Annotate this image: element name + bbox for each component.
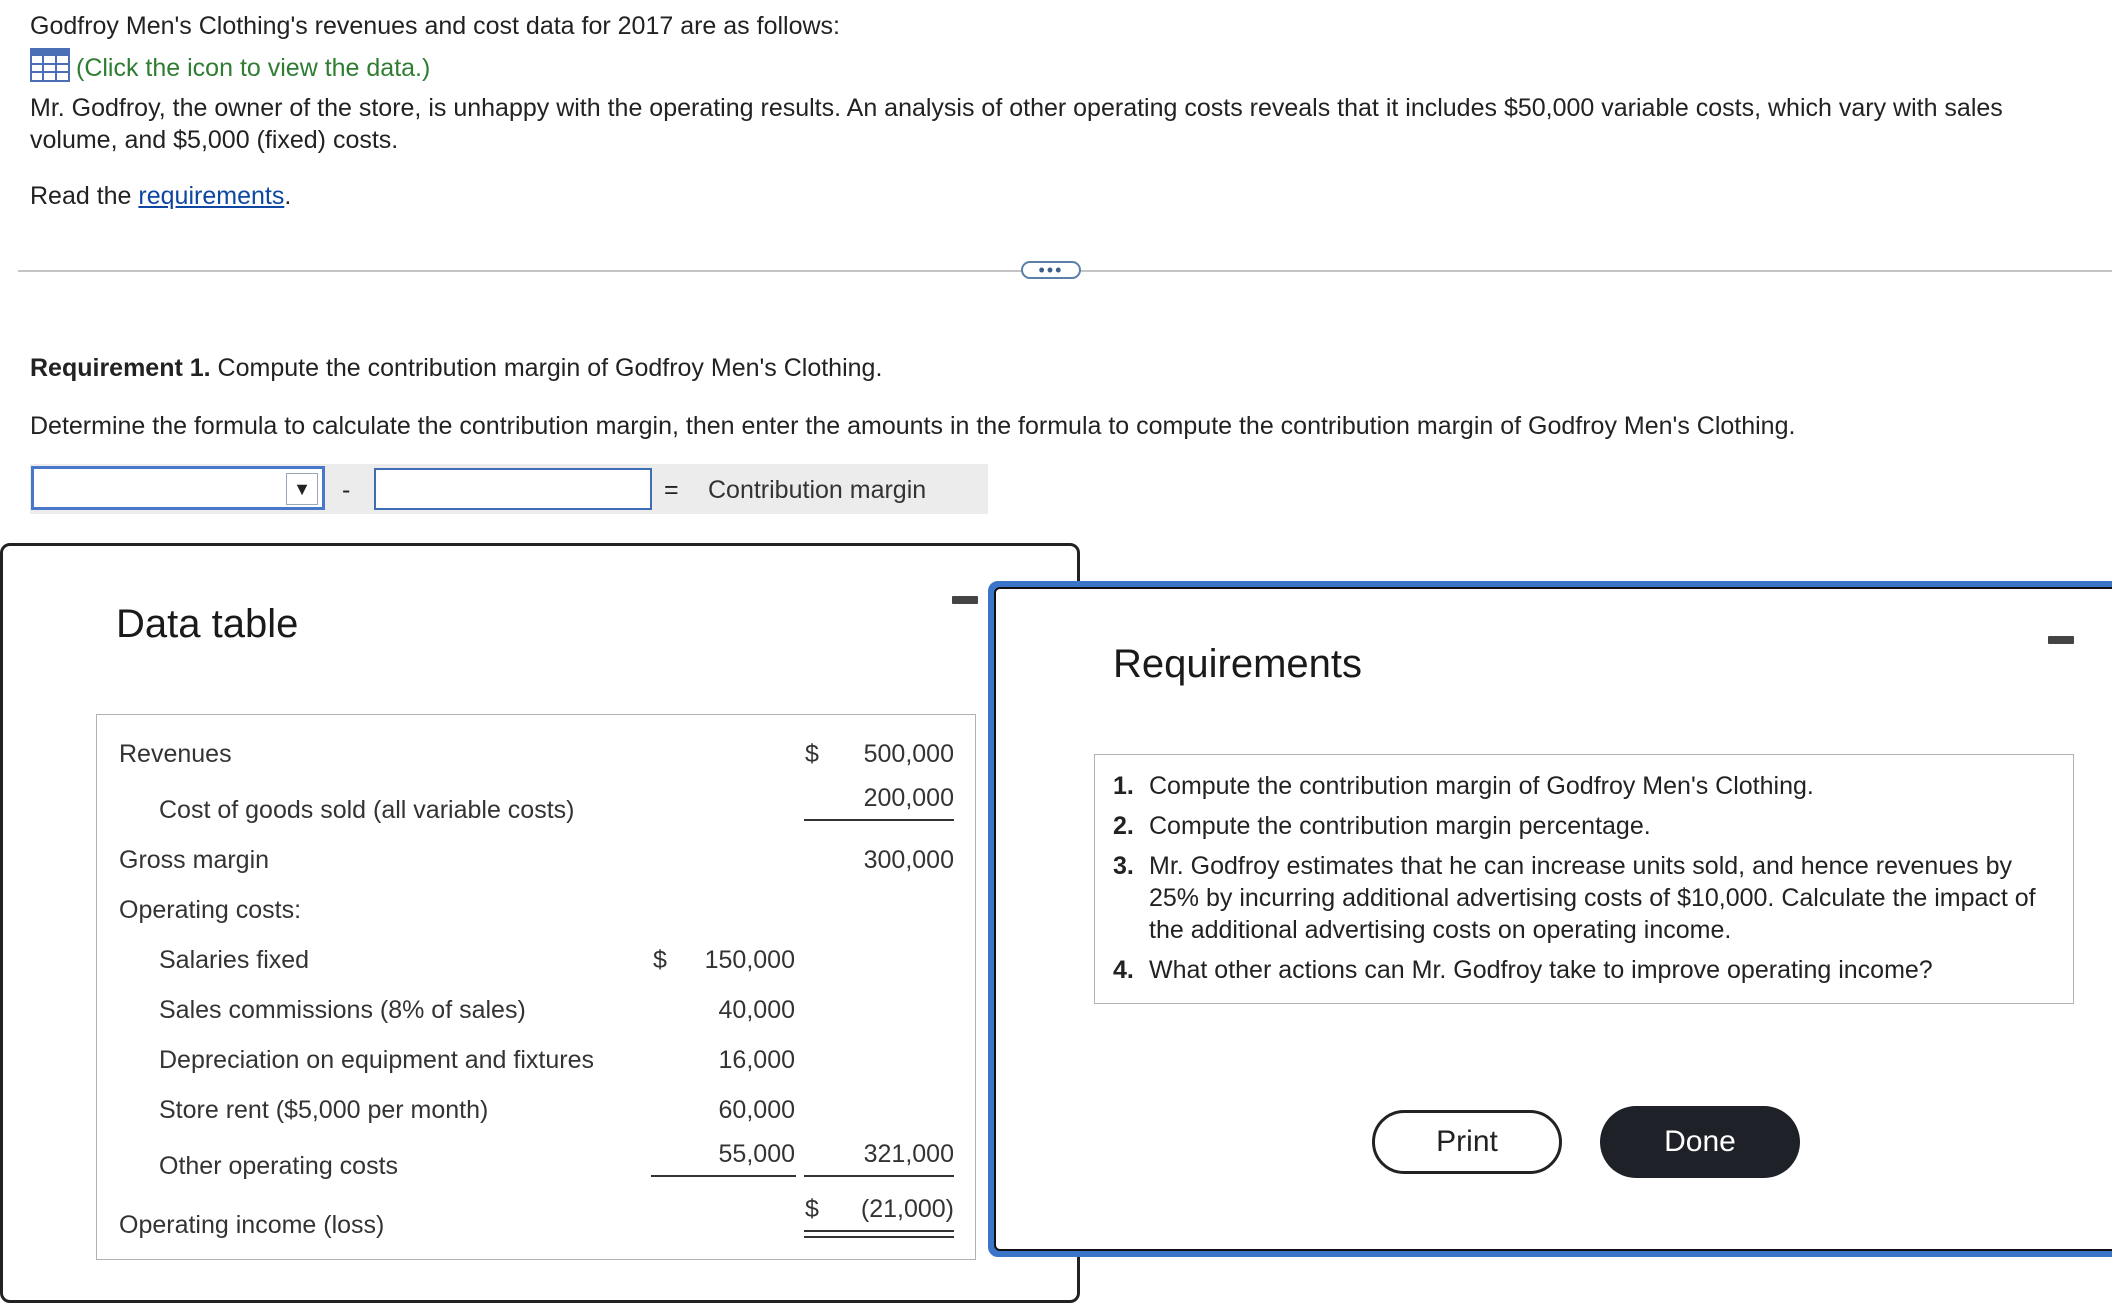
row-other-costs-label: Other operating costs (159, 1152, 399, 1180)
requirements-title: Requirements (1113, 642, 1363, 686)
formula-dropdown[interactable] (31, 466, 325, 510)
requirement-number: 4. (1113, 956, 1134, 984)
row-depreciation-value: 16,000 (718, 1046, 795, 1074)
row-rent-label: Store rent ($5,000 per month) (159, 1096, 489, 1124)
data-table-title: Data table (116, 602, 299, 646)
income-double-underline-bottom (804, 1236, 954, 1238)
row-salaries-value: 150,000 (704, 946, 795, 974)
requirement-number: 2. (1113, 812, 1134, 840)
requirements-link[interactable]: requirements (138, 182, 285, 210)
row-depreciation-label: Depreciation on equipment and fixtures (159, 1046, 594, 1074)
requirement-number: 1. (1113, 772, 1134, 800)
read-suffix: . (284, 182, 292, 210)
done-button[interactable]: Done (1600, 1106, 1800, 1178)
row-operating-costs-label: Operating costs: (119, 896, 302, 924)
table-grid-icon[interactable] (30, 48, 70, 89)
row-gross-margin-label: Gross margin (119, 846, 270, 874)
view-data-link[interactable] (30, 48, 430, 89)
row-gross-margin-value: 300,000 (863, 846, 954, 874)
requirement-1-label: Requirement 1. (30, 354, 211, 382)
problem-intro: Godfroy Men's Clothing's revenues and cost data for 2017 are as follows: (30, 12, 840, 40)
equals-operator: = (664, 476, 679, 504)
minimize-icon[interactable] (2048, 636, 2074, 644)
expand-button[interactable]: ••• (1021, 261, 1081, 279)
minus-operator: - (342, 476, 351, 504)
row-total-operating-costs-value: 321,000 (863, 1140, 954, 1168)
row-revenues-value: 500,000 (863, 740, 954, 768)
row-commissions-value: 40,000 (718, 996, 795, 1024)
row-other-costs-value: 55,000 (718, 1140, 795, 1168)
read-prefix: Read the (30, 182, 139, 210)
row-revenues-label: Revenues (119, 740, 232, 768)
row-operating-income-currency: $ (805, 1195, 819, 1223)
row-operating-income-label: Operating income (loss) (119, 1211, 385, 1239)
requirement-text: Compute the contribution margin of Godfroy Men's Clothing. (1149, 772, 1814, 800)
row-cogs-label: Cost of goods sold (all variable costs) (159, 796, 575, 824)
requirement-1-instruction: Determine the formula to calculate the contribution margin, then enter the amounts in the formula to compute the contribution margin of Godfroy Men's Clothing. (30, 412, 1796, 440)
requirement-1-heading (30, 352, 882, 384)
minimize-icon[interactable] (952, 596, 978, 604)
row-commissions-label: Sales commissions (8% of sales) (159, 996, 526, 1024)
dropdown-arrow-icon[interactable]: ▼ (286, 473, 318, 505)
row-salaries-label: Salaries fixed (159, 946, 310, 974)
row-revenues-currency: $ (805, 740, 819, 768)
requirement-1-text: Compute the contribution margin of Godfroy Men's Clothing. (210, 354, 883, 382)
requirement-text: Mr. Godfroy estimates that he can increase units sold, and hence revenues by 25% by incurring additional advertising costs of $10,000. Calculate the impact of the additional advertising costs on operating income. (1149, 852, 2036, 944)
read-requirements (30, 180, 291, 212)
total-costs-underline (804, 1175, 954, 1177)
row-cogs-value: 200,000 (863, 784, 954, 812)
print-button[interactable]: Print (1372, 1110, 1562, 1174)
row-operating-income-value: (21,000) (860, 1195, 954, 1223)
requirement-text: Compute the contribution margin percentage. (1149, 812, 1651, 840)
row-rent-value: 60,000 (718, 1096, 795, 1124)
row-salaries-currency: $ (653, 946, 667, 974)
requirement-number: 3. (1113, 852, 1134, 880)
cogs-underline (804, 819, 954, 821)
view-data-label[interactable]: (Click the icon to view the data.) (76, 54, 431, 82)
contribution-margin-label: Contribution margin (708, 476, 927, 504)
requirement-text: What other actions can Mr. Godfroy take to improve operating income? (1149, 956, 1933, 984)
income-double-underline-top (804, 1230, 954, 1232)
formula-amount-input[interactable] (374, 468, 652, 510)
problem-description: Mr. Godfroy, the owner of the store, is unhappy with the operating results. An analysis of other operating costs reveals that it includes $50,000 variable costs, which vary with sales volume, and $5,000 (fixed) costs. (30, 94, 2003, 154)
other-costs-underline (651, 1175, 796, 1177)
